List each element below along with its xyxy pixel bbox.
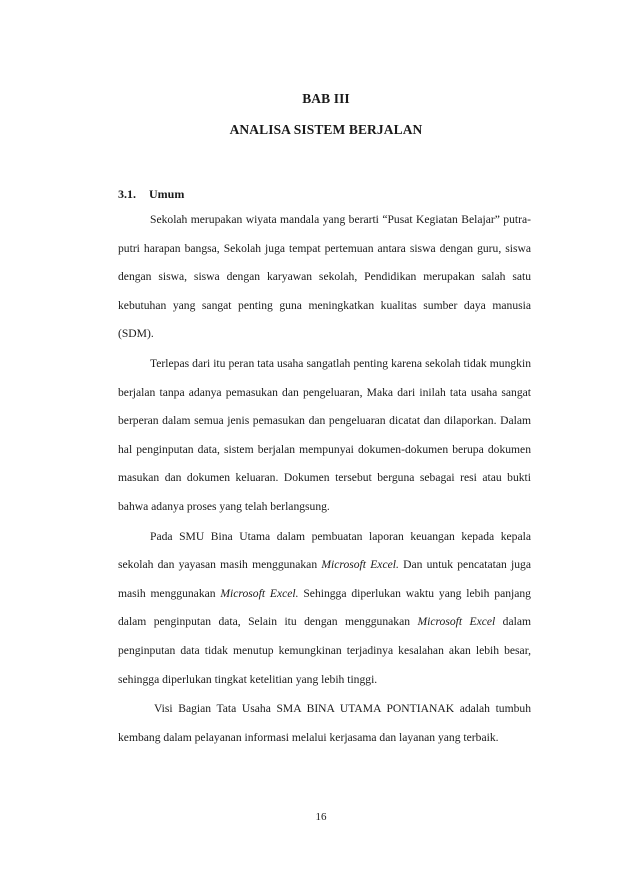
- paragraph-intro: Sekolah merupakan wiyata mandala yang berarti “Pusat Kegiatan Belajar” putra-putri harapan bangsa, Sekolah juga tempat pertemuan antara siswa dengan guru, siswa dengan siswa, siswa dengan karyawan sekolah, Pendidikan merupakan salah satu kebutuhan yang sangat penting guna meningkatkan kualitas sumber daya manusia (SDM).: [118, 213, 531, 341]
- paragraph-text-segment: dalam penginputan data tidak menutup kemungkinan terjadinya kesalahan akan lebih besar, sehingga diperlukan tingkat ketelitian yang lebih tinggi.: [118, 615, 532, 686]
- chapter-title: ANALISA SISTEM BERJALAN: [229, 122, 423, 137]
- paragraph-text-segment: Sehingga diperlukan waktu yang lebih panjang dalam penginputan data, Selain itu dengan menggunakan: [118, 586, 531, 629]
- paragraph-text-segment: Pada SMU Bina Utama dalam pembuatan laporan keuangan kepada kepala sekolah dan yayasan masih menggunakan: [118, 529, 531, 572]
- paragraph-visi: Visi Bagian Tata Usaha SMA BINA UTAMA PONTIANAK adalah tumbuh kembang dalam pelayanan informasi melalui kerjasama dan layanan yang terbaik.: [118, 702, 531, 744]
- page-number: 16: [315, 811, 327, 823]
- italic-term: Microsoft Excel.: [220, 586, 299, 600]
- section-number: 3.1.: [118, 187, 136, 201]
- paragraph-smu-bina-utama: [118, 523, 531, 695]
- paragraph-text-segment: Dan untuk pencatatan juga masih menggunakan: [118, 558, 531, 600]
- body-text: [118, 206, 531, 752]
- chapter-number: BAB III: [302, 91, 350, 106]
- italic-term: Microsoft Excel.: [321, 558, 399, 572]
- section-heading: [118, 187, 184, 202]
- italic-term: Microsoft Excel: [417, 615, 496, 629]
- section-title: Umum: [149, 187, 185, 201]
- paragraph-tata-usaha: Terlepas dari itu peran tata usaha sangatlah penting karena sekolah tidak mungkin berjalan tanpa adanya pemasukan dan pengeluaran, Maka dari inilah tata usaha sangat berperan dalam semua jenis pemasukan dan pengeluaran dicatat dan dilaporkan. Dalam hal penginputan data, sistem berjalan mempunyai dokumen-dokumen berupa dokumen masukan dan dokumen keluaran. Dokumen tersebut berguna sebagai resi atau bukti bahwa adanya proses yang telah berlangsung.: [118, 356, 531, 513]
